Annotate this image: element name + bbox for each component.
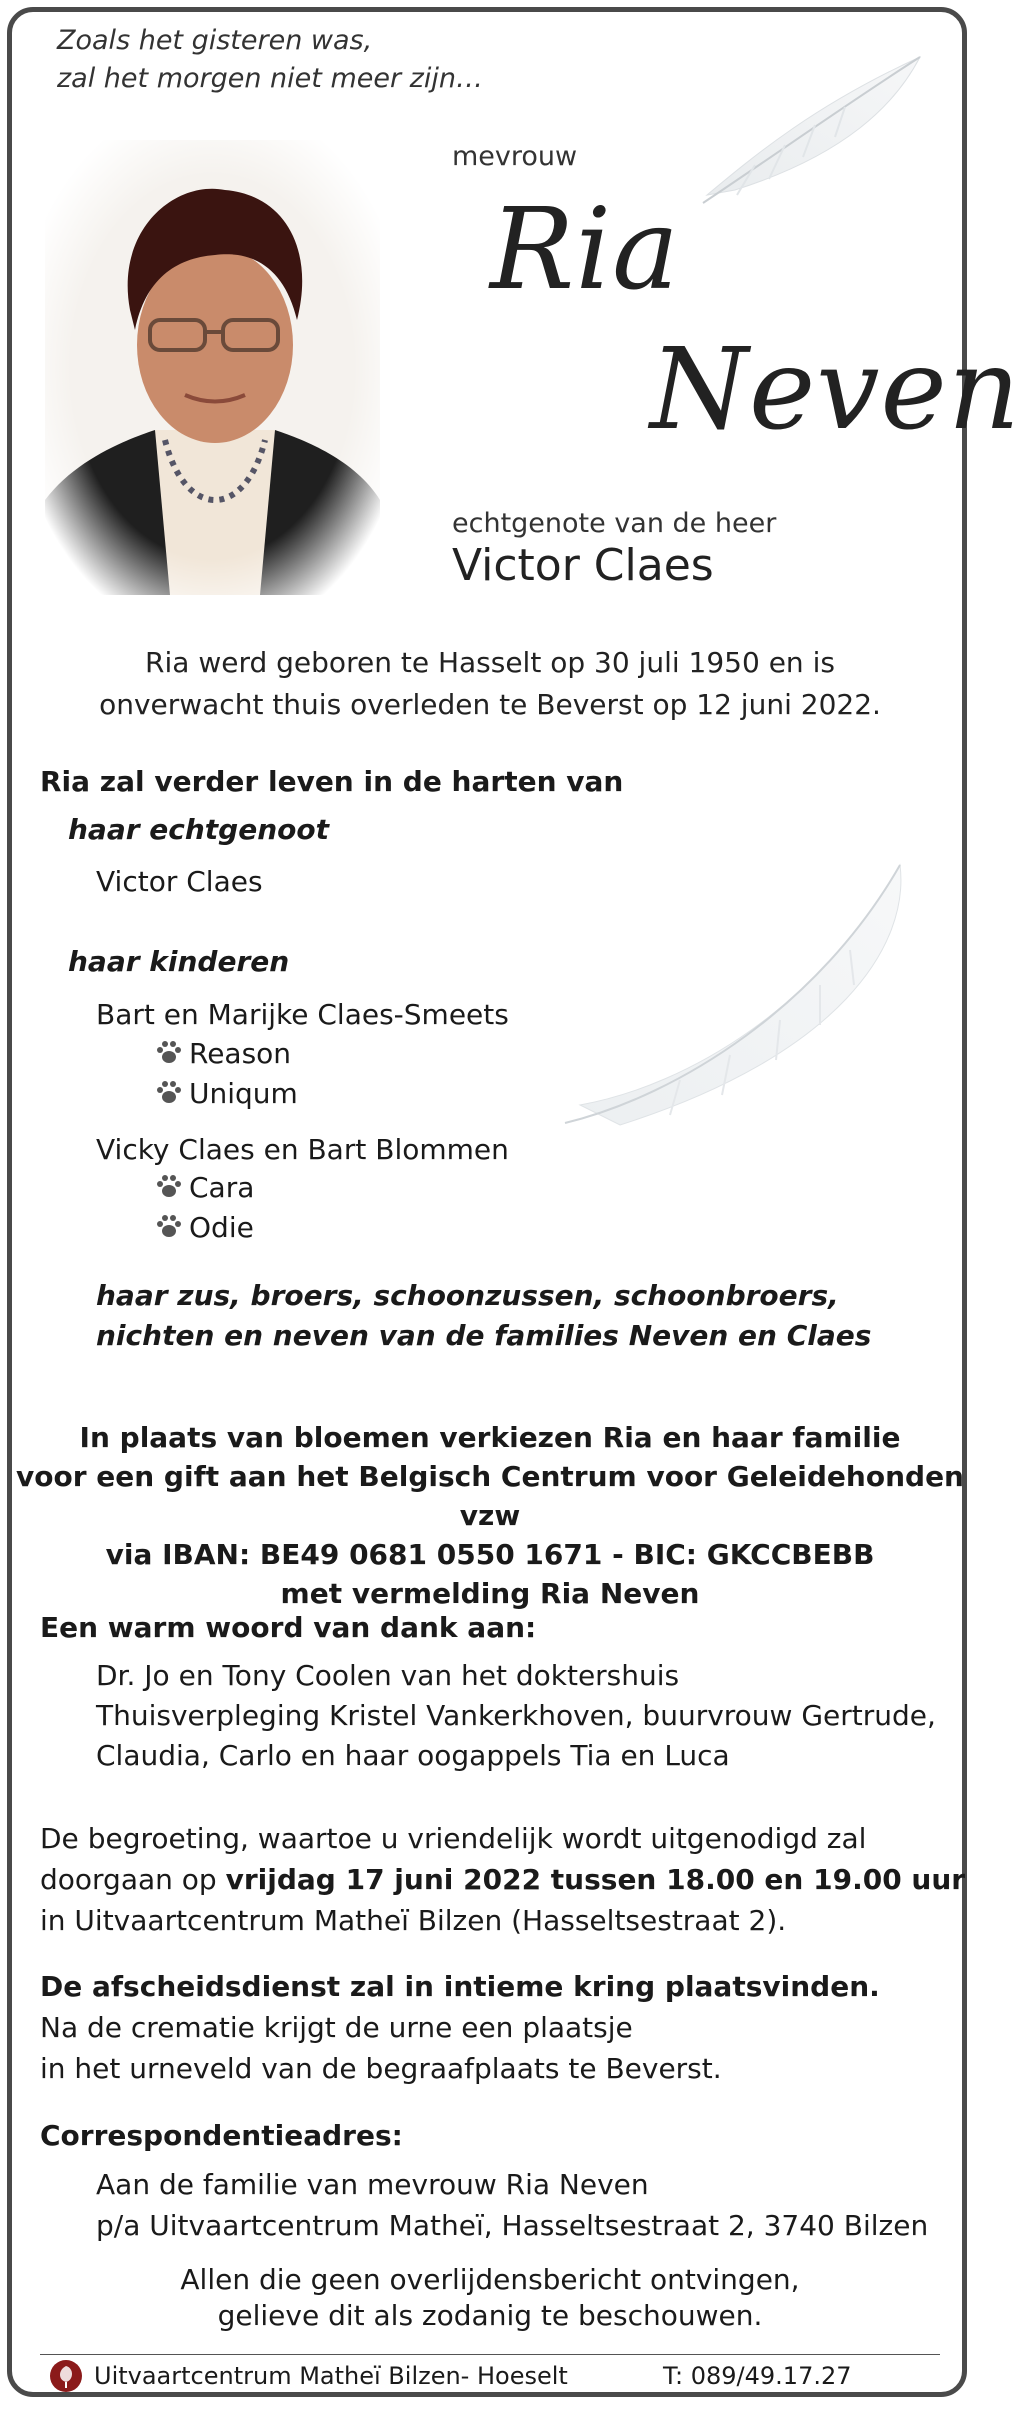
first-name: Ria bbox=[490, 185, 680, 315]
poem-line: Zoals het gisteren was, bbox=[57, 25, 373, 56]
donation-line: voor een gift aan het Belgisch Centrum voor Geleidehonden vzw bbox=[15, 1460, 964, 1532]
donation-line: met vermelding Ria Neven bbox=[280, 1577, 700, 1610]
farewell-line: in het urneveld van de begraafplaats te Beverst. bbox=[40, 2052, 722, 2085]
pet-item bbox=[155, 1074, 298, 1114]
birth-line: Ria werd geboren te Hasselt op 30 juli 1950 en is bbox=[145, 646, 835, 679]
service-line: in Uitvaartcentrum Matheï Bilzen (Hasseltsestraat 2). bbox=[40, 1904, 787, 1937]
thanks-list bbox=[96, 1656, 936, 1776]
thanks-line: Thuisverpleging Kristel Vankerkhoven, buurvrouw Gertrude, bbox=[96, 1699, 936, 1732]
pet-name: Cara bbox=[189, 1171, 255, 1204]
family-intro: Ria zal verder leven in de harten van bbox=[40, 765, 624, 798]
salutation: mevrouw bbox=[452, 141, 578, 172]
child-name: Vicky Claes en Bart Blommen bbox=[96, 1133, 509, 1166]
footer-divider bbox=[40, 2354, 940, 2355]
pet-name: Uniqum bbox=[189, 1077, 298, 1110]
opening-poem bbox=[57, 22, 483, 98]
other-family-line: nichten en neven van de families Neven en Claes bbox=[96, 1319, 872, 1352]
child-name: Bart en Marijke Claes-Smeets bbox=[96, 998, 509, 1031]
portrait-photo bbox=[45, 140, 380, 595]
closing-line: gelieve dit als zodanig te beschouwen. bbox=[217, 2299, 763, 2332]
paw-icon bbox=[155, 1172, 183, 1200]
service-line bbox=[40, 1859, 965, 1900]
correspondence-heading: Correspondentieadres: bbox=[40, 2119, 403, 2152]
spouse-intro: echtgenote van de heer bbox=[452, 508, 777, 539]
farewell-line: Na de crematie krijgt de urne een plaatsje bbox=[40, 2011, 633, 2044]
donation-line: via IBAN: BE49 0681 0550 1671 - BIC: GKCCBEBB bbox=[105, 1538, 875, 1571]
rose-logo-icon bbox=[48, 2358, 84, 2394]
farewell-heading: De afscheidsdienst zal in intieme kring plaatsvinden. bbox=[40, 1970, 880, 2003]
other-family bbox=[96, 1276, 871, 1356]
feather-icon bbox=[560, 855, 920, 1145]
spouse-heading: haar echtgenoot bbox=[68, 813, 330, 846]
thanks-heading: Een warm woord van dank aan: bbox=[40, 1611, 537, 1644]
spouse-name: Victor Claes bbox=[452, 540, 714, 591]
birth-line: onverwacht thuis overleden te Beverst op 12 juni 2022. bbox=[99, 688, 881, 721]
pet-item bbox=[155, 1034, 291, 1074]
pet-name: Odie bbox=[189, 1211, 254, 1244]
donation-notice bbox=[0, 1418, 980, 1613]
closing-note bbox=[0, 2262, 980, 2334]
poem-line: zal het morgen niet meer zijn… bbox=[57, 63, 483, 94]
service-datetime: vrijdag 17 juni 2022 tussen 18.00 en 19.00 uur bbox=[225, 1863, 966, 1896]
feather-icon bbox=[695, 45, 930, 215]
birth-statement bbox=[0, 642, 980, 726]
paw-icon bbox=[155, 1038, 183, 1066]
farewell-info bbox=[40, 1966, 880, 2089]
last-name: Neven bbox=[650, 325, 1021, 455]
donation-line: In plaats van bloemen verkiezen Ria en haar familie bbox=[79, 1421, 901, 1454]
closing-line: Allen die geen overlijdensbericht ontvingen, bbox=[180, 2263, 800, 2296]
footer-company: Uitvaartcentrum Matheï Bilzen- Hoeselt bbox=[94, 2362, 568, 2390]
family-spouse: Victor Claes bbox=[96, 865, 263, 898]
pet-item bbox=[155, 1168, 254, 1208]
paw-icon bbox=[155, 1078, 183, 1106]
correspondence-address bbox=[96, 2164, 928, 2246]
pet-name: Reason bbox=[189, 1037, 292, 1070]
pet-item bbox=[155, 1208, 254, 1248]
address-line: Aan de familie van mevrouw Ria Neven bbox=[96, 2168, 649, 2201]
children-heading: haar kinderen bbox=[68, 945, 290, 978]
service-info bbox=[40, 1818, 965, 1941]
service-line: De begroeting, waartoe u vriendelijk wordt uitgenodigd zal bbox=[40, 1822, 867, 1855]
thanks-line: Claudia, Carlo en haar oogappels Tia en Luca bbox=[96, 1739, 730, 1772]
service-prefix: doorgaan op bbox=[40, 1863, 226, 1896]
paw-icon bbox=[155, 1212, 183, 1240]
footer-phone: T: 089/49.17.27 bbox=[663, 2362, 852, 2390]
address-line: p/a Uitvaartcentrum Matheï, Hasseltsestraat 2, 3740 Bilzen bbox=[96, 2209, 929, 2242]
other-family-line: haar zus, broers, schoonzussen, schoonbroers, bbox=[96, 1279, 839, 1312]
thanks-line: Dr. Jo en Tony Coolen van het doktershuis bbox=[96, 1659, 680, 1692]
